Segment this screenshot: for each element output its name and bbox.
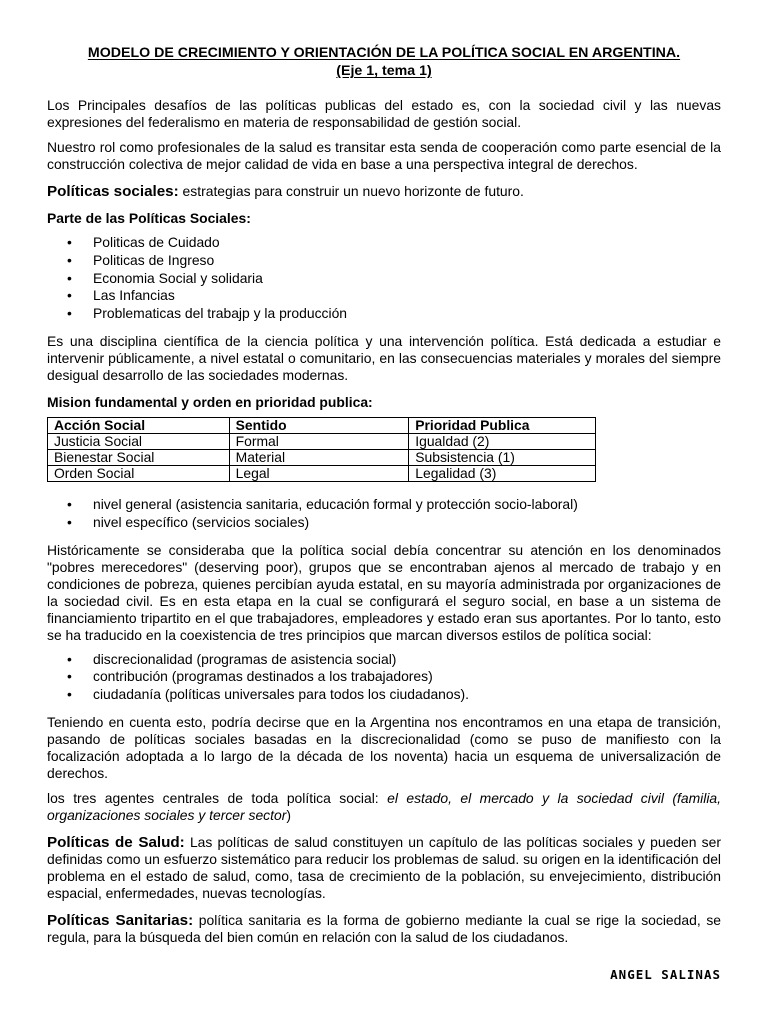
list-item: • nivel específico (servicios sociales) <box>93 514 721 532</box>
paragraph-historicamente: Históricamente se consideraba que la política social debía concentrar su atención en los denominados "pobres merecedores" (deserving poor), grupos que se encontraban ajenos al mercado de trabajo y en condiciones de pobreza, quienes percibían ayuda estatal, en su mayoría administrada por organizaciones de la sociedad civil. Es en esta etapa en la cual se configurará el seguro social, en base a un sistema de financiamiento tripartito en el que trabajadores, empleadores y estado eran sus aportantes. Por lo tanto, esto se ha traducido en la coexistencia de tres principios que marcan diversos estilos de política social: <box>47 541 721 643</box>
table-cell: Formal <box>229 433 409 449</box>
mision-table <box>47 417 596 482</box>
title-line-2: (Eje 1, tema 1) <box>336 63 432 79</box>
politicas-sociales-text: estrategias para construir un nuevo horizonte de futuro. <box>178 183 524 199</box>
table-row <box>48 449 596 465</box>
paragraph-salud <box>47 834 721 902</box>
table-row <box>48 465 596 481</box>
agentes-italic: el estado, el mercado y la sociedad civil (familia, organizaciones sociales y tercer sector <box>47 789 721 823</box>
document-title <box>47 0 721 80</box>
table-cell: Orden Social <box>48 465 230 481</box>
paragraph-sanitarias <box>47 912 721 946</box>
paragraph-politicas-sociales <box>47 183 721 200</box>
table-row <box>48 433 596 449</box>
list-item: • contribución (programas destinados a los trabajadores) <box>93 668 721 686</box>
list-item: • nivel general (asistencia sanitaria, educación formal y protección socio-laboral) <box>93 496 721 514</box>
sanitarias-text: política sanitaria es la forma de gobierno mediante la cual se rige la sociedad, se regula, para la búsqueda del bien común en relación con la salud de los ciudadanos. <box>47 911 721 945</box>
agentes-text: los tres agentes centrales de toda política social: <box>47 789 388 806</box>
table-header-row <box>48 417 596 433</box>
mision-heading: Mision fundamental y orden en prioridad publica: <box>47 393 373 410</box>
salud-text: Las políticas de salud constituyen un capítulo de las políticas sociales y pueden ser definidas como un esfuerzo sistemático para reducir los problemas de salud. su origen en la identificación del problema en el estado de salud, como, tasa de crecimiento de la población, su envejecimiento, distribución espacial, enfermedades, nuevas tecnologías. <box>47 833 721 901</box>
table-header: Sentido <box>229 417 409 433</box>
table-cell: Igualdad (2) <box>409 433 596 449</box>
list-item: • Las Infancias <box>93 287 721 305</box>
paragraph-rol: Nuestro rol como profesionales de la salud es transitar esta senda de cooperación como parte esencial de la construcción colectiva de mejor calidad de vida en base a una perspectiva integral de derechos. <box>47 139 721 172</box>
niveles-list <box>47 496 721 532</box>
author-signature: ANGEL SALINAS <box>610 967 721 982</box>
list-item: • Economia Social y solidaria <box>93 270 721 288</box>
paragraph-transicion: Teniendo en cuenta esto, podría decirse que en la Argentina nos encontramos en una etapa de transición, pasando de políticas sociales basadas en la discrecionalidad (como se puso de manifiesto con la focalización adoptada a lo largo de la década de los noventa) hacia un esquema de universalización de derechos. <box>47 713 721 781</box>
list-item: • Politicas de Cuidado <box>93 234 721 252</box>
table-cell: Legal <box>229 465 409 481</box>
table-header: Prioridad Publica <box>409 417 596 433</box>
parte-heading: Parte de las Políticas Sociales: <box>47 210 251 226</box>
parte-list <box>47 234 721 323</box>
title-line-1: MODELO DE CRECIMIENTO Y ORIENTACIÓN DE LA POLÍTICA SOCIAL EN ARGENTINA. <box>87 45 681 61</box>
salud-label: Políticas de Salud: <box>47 833 185 851</box>
list-item: • ciudadanía (políticas universales para todos los ciudadanos). <box>93 686 721 704</box>
agentes-end: ) <box>286 806 291 823</box>
list-item: • Politicas de Ingreso <box>93 252 721 270</box>
table-cell: Subsistencia (1) <box>409 449 596 465</box>
table-header: Acción Social <box>48 417 230 433</box>
list-item: • Problematicas del trabajp y la producción <box>93 305 721 323</box>
table-cell: Bienestar Social <box>48 449 230 465</box>
table-cell: Material <box>229 449 409 465</box>
sanitarias-label: Políticas Sanitarias: <box>47 911 194 929</box>
paragraph-agentes <box>47 790 721 824</box>
table-cell: Legalidad (3) <box>409 465 596 481</box>
table-cell: Justicia Social <box>48 433 230 449</box>
paragraph-disciplina: Es una disciplina científica de la ciencia política y una intervención política. Está dedicada a estudiar e intervenir públicamente, a nivel estatal o comunitario, en las consecuencias materiales y morales del siempre desigual desarrollo de las sociedades modernas. <box>47 332 721 383</box>
paragraph-desafios: Los Principales desafíos de las políticas publicas del estado es, con la sociedad civil y las nuevas expresiones del federalismo en materia de responsabilidad de gestión social. <box>47 97 721 130</box>
list-item: • discrecionalidad (programas de asistencia social) <box>93 651 721 669</box>
principios-list <box>47 651 721 704</box>
politicas-sociales-label: Políticas sociales: <box>47 183 179 200</box>
